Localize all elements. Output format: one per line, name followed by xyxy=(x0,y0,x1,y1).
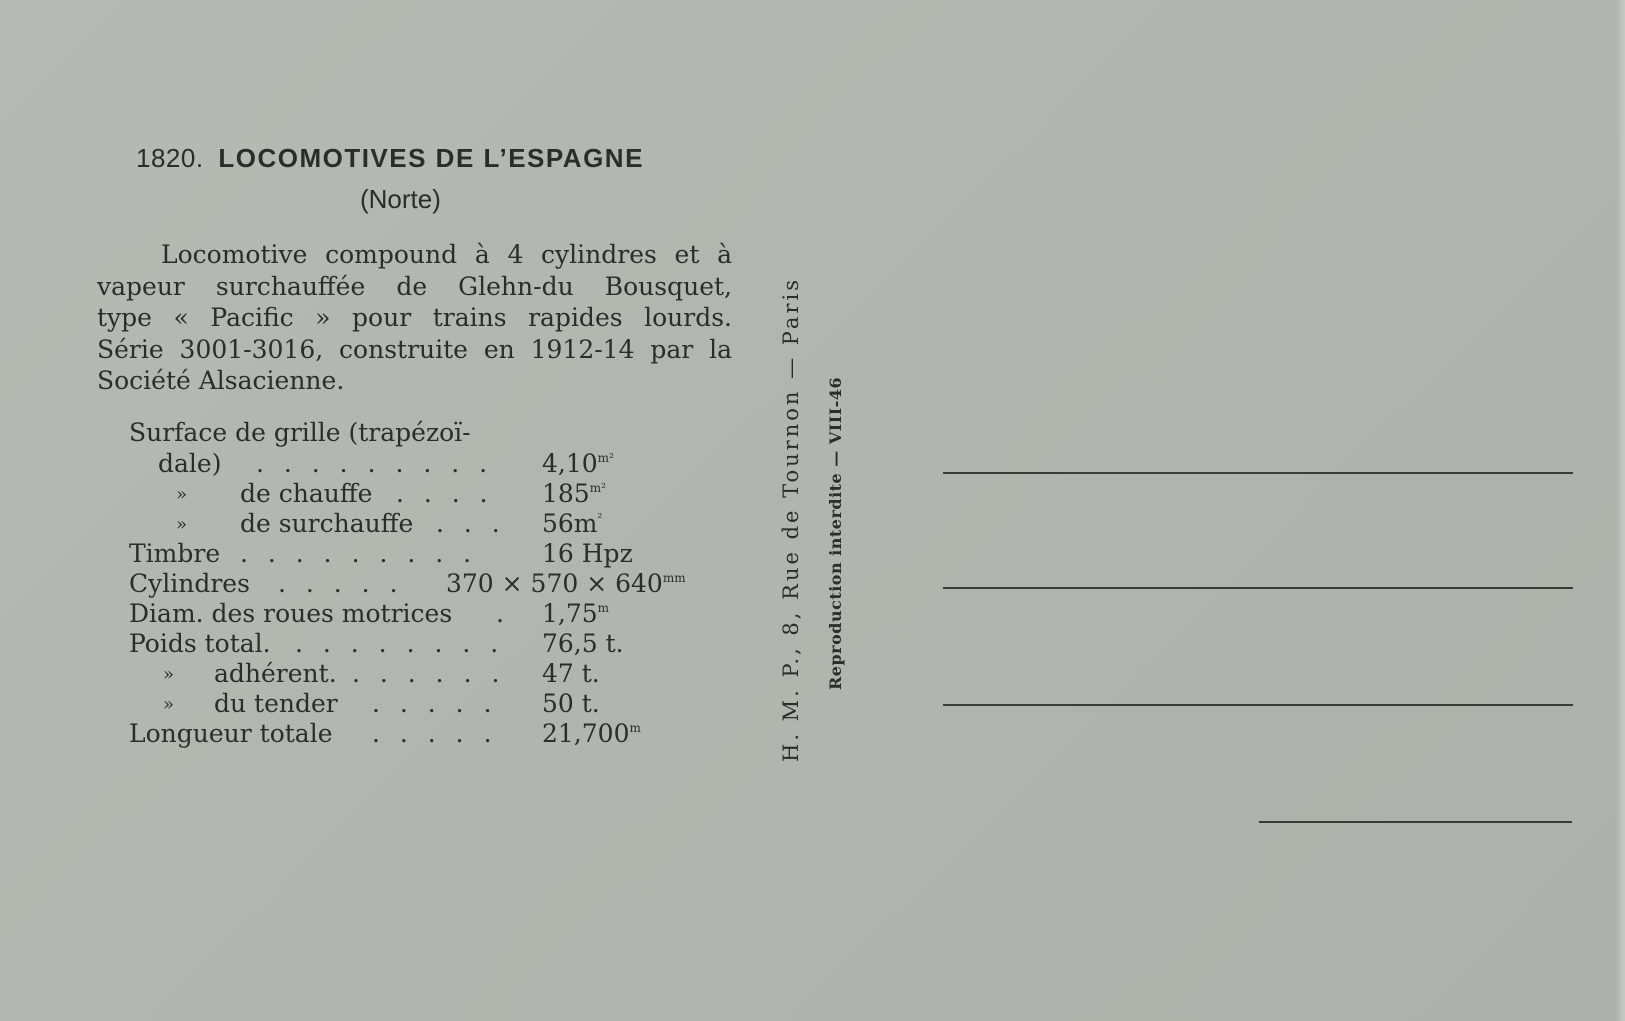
description-line: vapeur surchauffée de Glehn-du Bousquet, xyxy=(97,271,732,301)
ditto-mark: » xyxy=(176,514,188,535)
spec-value: $4,10^{m^2}$ xyxy=(542,449,614,478)
address-line xyxy=(943,587,1573,589)
spec-value: $56m^{^2}$ xyxy=(542,509,603,538)
description-line: Série 3001-3016, construite en 1912-14 par la xyxy=(97,334,732,364)
spec-value: $370 \times 570 \times 640^{mm}$ xyxy=(446,569,686,598)
spec-value: 16 Hpz xyxy=(542,539,633,568)
leader-dots: . . . . . xyxy=(278,569,404,598)
spec-value: $185^{m^2}$ xyxy=(542,479,606,508)
spec-label: dale) xyxy=(158,449,222,478)
leader-dots: . . . . . xyxy=(372,719,498,748)
description-line: Locomotive compound à 4 cylindres et à xyxy=(161,240,732,269)
spec-label: de chauffe xyxy=(240,479,373,508)
spec-value: 76,5 t. xyxy=(542,629,624,658)
description-line: Société Alsacienne. xyxy=(97,366,345,395)
card-subtitle: (Norte) xyxy=(360,184,441,214)
spec-label: Timbre xyxy=(129,539,221,568)
reproduction-notice: Reproduction interdite — VIII-46 xyxy=(826,376,845,690)
spec-label: Surface de grille (trapézoï- xyxy=(129,418,471,447)
description xyxy=(97,239,732,397)
leader-dots: . . . . . . xyxy=(352,659,506,688)
spec-value: 47 t. xyxy=(542,659,600,688)
spec-label: du tender xyxy=(214,689,338,718)
spec-label: Diam. des roues motrices xyxy=(129,599,453,628)
spec-value: 21,700$^m$ xyxy=(542,719,641,748)
address-line xyxy=(943,704,1573,706)
spec-label: Poids total. xyxy=(129,629,271,658)
leader-dots: . . . xyxy=(436,509,506,538)
address-line xyxy=(943,472,1573,474)
card-title-text: LOCOMOTIVES DE L’ESPAGNE xyxy=(218,143,644,173)
leader-dots: . . . . . xyxy=(372,689,498,718)
spec-label: Cylindres xyxy=(129,569,250,598)
description-line: type « Pacific » pour trains rapides lourds. xyxy=(97,303,732,332)
spec-value: 1,75$^m$ xyxy=(542,599,610,628)
leader-dots: . xyxy=(496,599,510,628)
leader-dots: . . . . . . . . xyxy=(295,629,505,658)
card-number: 1820. xyxy=(136,143,204,173)
leader-dots: . . . . xyxy=(396,479,494,508)
address-line xyxy=(1259,821,1572,823)
spec-label: adhérent. xyxy=(214,659,337,688)
ditto-mark: » xyxy=(163,694,175,715)
spec-label: Longueur totale xyxy=(129,719,333,748)
card-title xyxy=(136,143,736,174)
publisher-imprint: H. M. P., 8, Rue de Tournon — Paris xyxy=(779,277,803,762)
spec-label: de surchauffe xyxy=(240,509,414,538)
ditto-mark: » xyxy=(176,484,188,505)
ditto-mark: » xyxy=(163,664,175,685)
card-edge xyxy=(1617,0,1625,1021)
leader-dots: . . . . . . . . . xyxy=(240,539,478,568)
leader-dots: . . . . . . . . . xyxy=(256,449,494,478)
spec-value: 50 t. xyxy=(542,689,600,718)
